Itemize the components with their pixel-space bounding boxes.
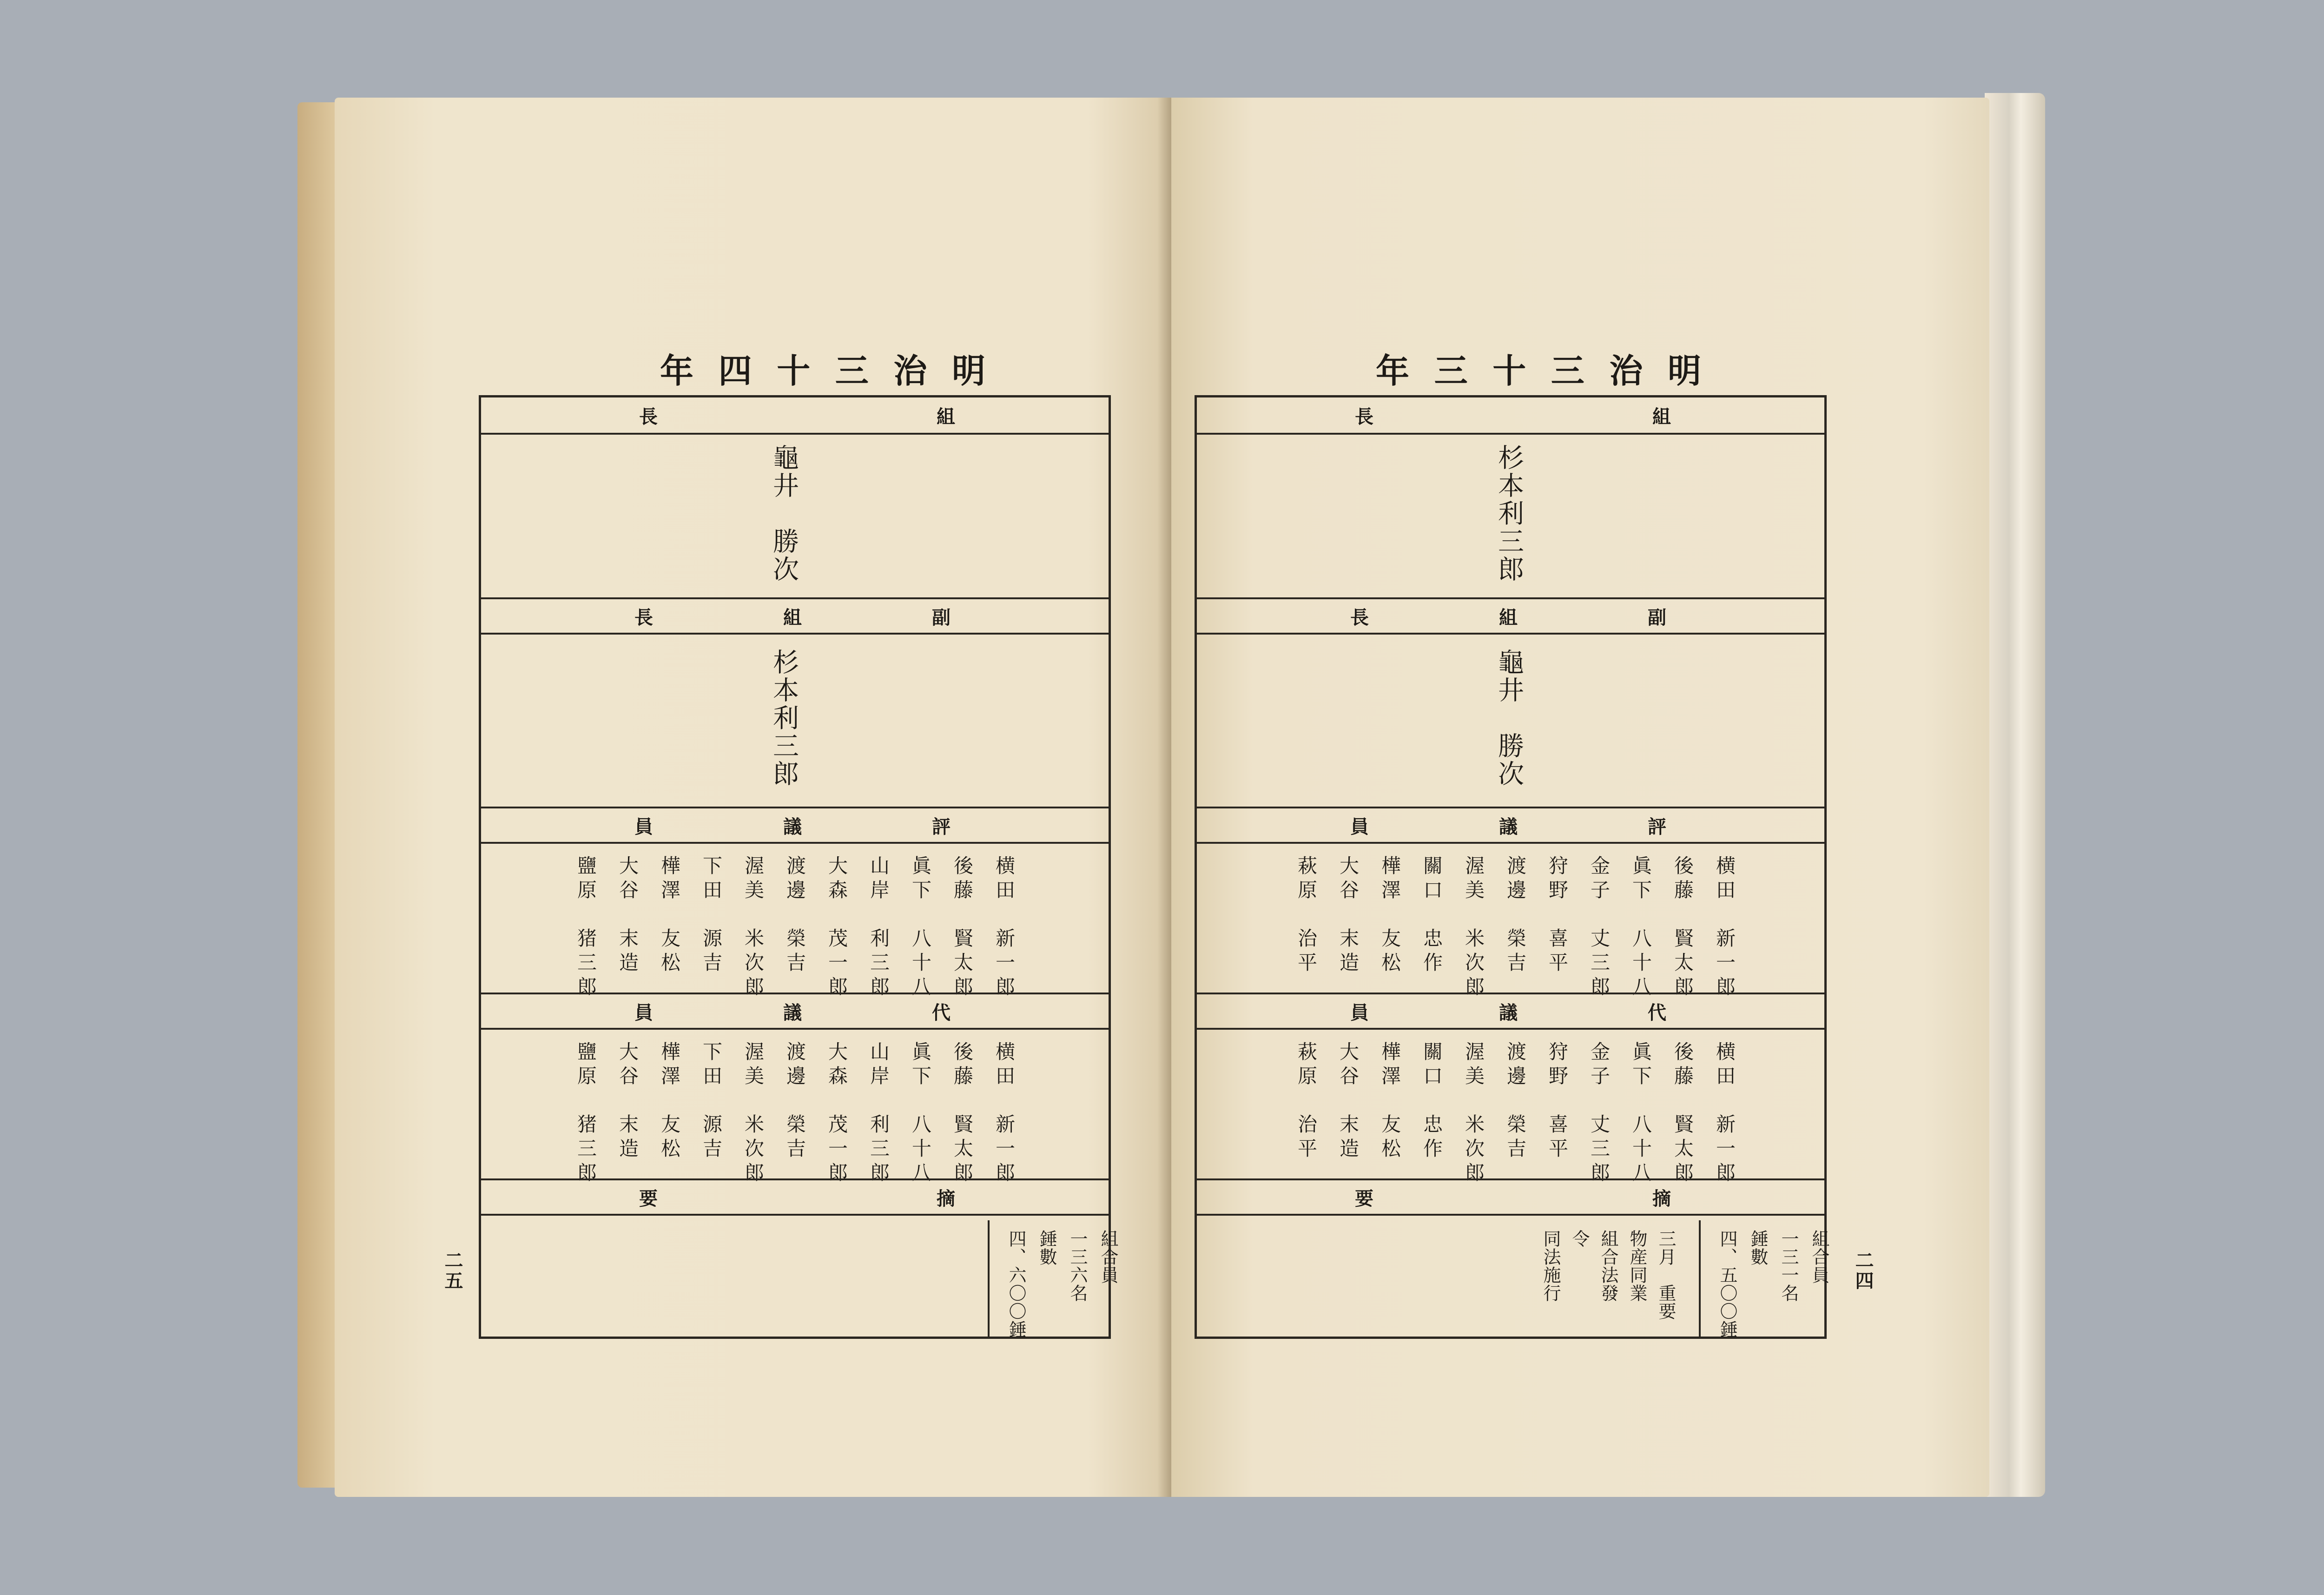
note-line: 三月 重要: [1656, 1230, 1676, 1320]
member-name: 樺澤 友松: [658, 1041, 681, 1162]
hyogiin-band: [481, 807, 1109, 844]
member-name: 渡邊 榮吉: [1504, 1041, 1527, 1162]
band-char: 評: [1648, 815, 1666, 838]
tekiyo-band: [481, 1178, 1109, 1216]
band-char: 員: [1350, 1001, 1369, 1024]
member-name: 大森 茂一郎: [825, 855, 848, 1000]
member-name: 關口 忠作: [1420, 1041, 1443, 1162]
band-char: 議: [783, 815, 802, 838]
heading-char: 治: [1609, 351, 1643, 390]
right-page-heading: [1376, 344, 1701, 395]
member-name: 萩原 治平: [1295, 1041, 1318, 1162]
member-name: 大谷 末造: [1337, 855, 1360, 976]
kumiaicho-name: [1494, 444, 1523, 583]
member-name: 渡邊 榮吉: [784, 855, 806, 976]
count-label: 組合員: [1809, 1230, 1829, 1284]
hyogiin-band: [1197, 807, 1824, 844]
page-number: 二五: [442, 1251, 463, 1291]
member-name: 渡邊 榮吉: [784, 1041, 806, 1162]
left-page-heading: [660, 344, 985, 395]
daigiin-names: [565, 1041, 1025, 1186]
member-name: 鹽原 猪三郎: [574, 855, 597, 1000]
open-book: [297, 88, 2045, 1511]
member-name: 横田 新一郎: [1713, 1041, 1736, 1186]
member-count: [1717, 1230, 1829, 1338]
left-page-stack: [297, 102, 339, 1488]
member-name: 眞下 八十八: [909, 855, 932, 1000]
member-name: 横田 新一郎: [1713, 855, 1736, 1000]
left-page: [335, 98, 1171, 1497]
band-char: 代: [932, 1001, 951, 1024]
fuku-kumiaicho-name: [769, 649, 798, 788]
member-name: 鹽原 猪三郎: [574, 1041, 597, 1186]
member-name: 萩原 治平: [1295, 855, 1318, 976]
member-name: 大谷 末造: [1337, 1041, 1360, 1162]
note-line: 物産同業: [1627, 1230, 1647, 1302]
heading-char: 治: [893, 351, 927, 390]
member-name: 樺澤 友松: [1379, 855, 1401, 976]
band-char: 長: [1355, 405, 1373, 428]
band-char: 組: [937, 405, 955, 428]
officer-name: 杉本利三郎: [769, 649, 799, 788]
hyogiin-names: [1285, 855, 1745, 1000]
page-number: 二四: [1852, 1251, 1874, 1291]
officer-name: 杉本利三郎: [1494, 444, 1524, 583]
heading-char: 十: [777, 351, 811, 390]
member-name: 眞下 八十八: [1630, 855, 1652, 1000]
member-count: [1006, 1230, 1118, 1338]
member-name: 下田 源吉: [700, 855, 723, 976]
band-char: 副: [932, 606, 951, 629]
fuku-kumiaicho-band: [1197, 597, 1824, 635]
kumiaicho-name: [769, 444, 798, 583]
member-name: 渥美 米次郎: [1462, 855, 1485, 1000]
band-char: 組: [1652, 405, 1671, 428]
band-char: 議: [1499, 815, 1518, 838]
daigiin-names: [1285, 1041, 1745, 1186]
count-label: 組合員: [1098, 1230, 1118, 1284]
tekiyo-body: [481, 1220, 1118, 1338]
heading-char: 年: [660, 351, 694, 390]
band-char: 要: [1355, 1187, 1373, 1210]
heading-char: 十: [1492, 351, 1526, 390]
member-name: 大谷 末造: [616, 855, 639, 976]
left-officer-table: [479, 395, 1118, 1339]
count-value: 四、六〇〇錘: [1006, 1230, 1026, 1338]
band-char: 長: [639, 405, 658, 428]
member-name: 下田 源吉: [700, 1041, 723, 1162]
count-label: 錘數: [1037, 1230, 1057, 1266]
kumiaicho-band: [1197, 397, 1824, 435]
band-char: 摘: [937, 1187, 955, 1210]
note-line: 同法施行: [1540, 1230, 1561, 1302]
right-page-stack: [1985, 93, 2045, 1497]
member-name: 後藤 賢太郎: [1671, 1041, 1694, 1186]
officer-name: 龜井 勝次: [769, 444, 799, 583]
right-officer-table: [1195, 395, 1827, 1339]
member-name: 山岸 利三郎: [867, 855, 890, 1000]
note-line: 令: [1569, 1230, 1590, 1248]
band-char: 議: [783, 1001, 802, 1024]
fuku-kumiaicho-band: [481, 597, 1109, 635]
count-value: 一三六名: [1067, 1230, 1088, 1302]
tekiyo-band: [1197, 1178, 1824, 1216]
band-char: 代: [1648, 1001, 1666, 1024]
right-page: [1171, 98, 1989, 1497]
member-name: 大森 茂一郎: [825, 1041, 848, 1186]
heading-char: 明: [951, 351, 985, 390]
member-name: 金子 丈三郎: [1588, 1041, 1611, 1186]
band-char: 組: [1499, 606, 1518, 629]
member-name: 金子 丈三郎: [1588, 855, 1611, 1000]
daigiin-band: [1197, 993, 1824, 1030]
band-char: 員: [634, 1001, 653, 1024]
tekiyo-body: [1197, 1220, 1829, 1338]
count-label: 錘數: [1748, 1230, 1768, 1266]
heading-char: 三: [1551, 351, 1585, 390]
band-char: 長: [1350, 606, 1369, 629]
band-char: 組: [783, 606, 802, 629]
heading-char: 年: [1376, 351, 1410, 390]
band-char: 員: [1350, 815, 1369, 838]
kumiaicho-band: [481, 397, 1109, 435]
band-char: 議: [1499, 1001, 1518, 1024]
member-name: 渥美 米次郎: [742, 855, 765, 1000]
member-name: 後藤 賢太郎: [1671, 855, 1694, 1000]
officer-name: 龜井 勝次: [1494, 649, 1524, 788]
member-name: 眞下 八十八: [909, 1041, 932, 1186]
member-name: 横田 新一郎: [993, 855, 1016, 1000]
band-char: 要: [639, 1187, 658, 1210]
member-name: 關口 忠作: [1420, 855, 1443, 976]
member-name: 渥美 米次郎: [1462, 1041, 1485, 1186]
band-char: 長: [634, 606, 653, 629]
member-name: 大谷 末造: [616, 1041, 639, 1162]
member-name: 横田 新一郎: [993, 1041, 1016, 1186]
member-name: 狩野 喜平: [1546, 1041, 1569, 1162]
count-value: 一三一名: [1778, 1230, 1799, 1302]
band-char: 摘: [1652, 1187, 1671, 1210]
member-name: 山岸 利三郎: [867, 1041, 890, 1186]
member-name: 後藤 賢太郎: [951, 855, 974, 1000]
heading-char: 明: [1667, 351, 1701, 390]
heading-char: 三: [835, 351, 869, 390]
member-name: 渡邊 榮吉: [1504, 855, 1527, 976]
band-char: 副: [1648, 606, 1666, 629]
hyogiin-names: [565, 855, 1025, 1000]
count-value: 四、五〇〇錘: [1717, 1230, 1737, 1338]
tekiyo-notes: [1541, 1230, 1676, 1320]
daigiin-band: [481, 993, 1109, 1030]
fuku-kumiaicho-name: [1494, 649, 1523, 788]
heading-char: 三: [1434, 351, 1468, 390]
member-name: 樺澤 友松: [658, 855, 681, 976]
member-name: 後藤 賢太郎: [951, 1041, 974, 1186]
band-char: 員: [634, 815, 653, 838]
heading-char: 四: [718, 351, 752, 390]
member-name: 眞下 八十八: [1630, 1041, 1652, 1186]
member-name: 渥美 米次郎: [742, 1041, 765, 1186]
note-line: 組合法發: [1598, 1230, 1618, 1302]
band-char: 評: [932, 815, 951, 838]
member-name: 狩野 喜平: [1546, 855, 1569, 976]
member-name: 樺澤 友松: [1379, 1041, 1401, 1162]
